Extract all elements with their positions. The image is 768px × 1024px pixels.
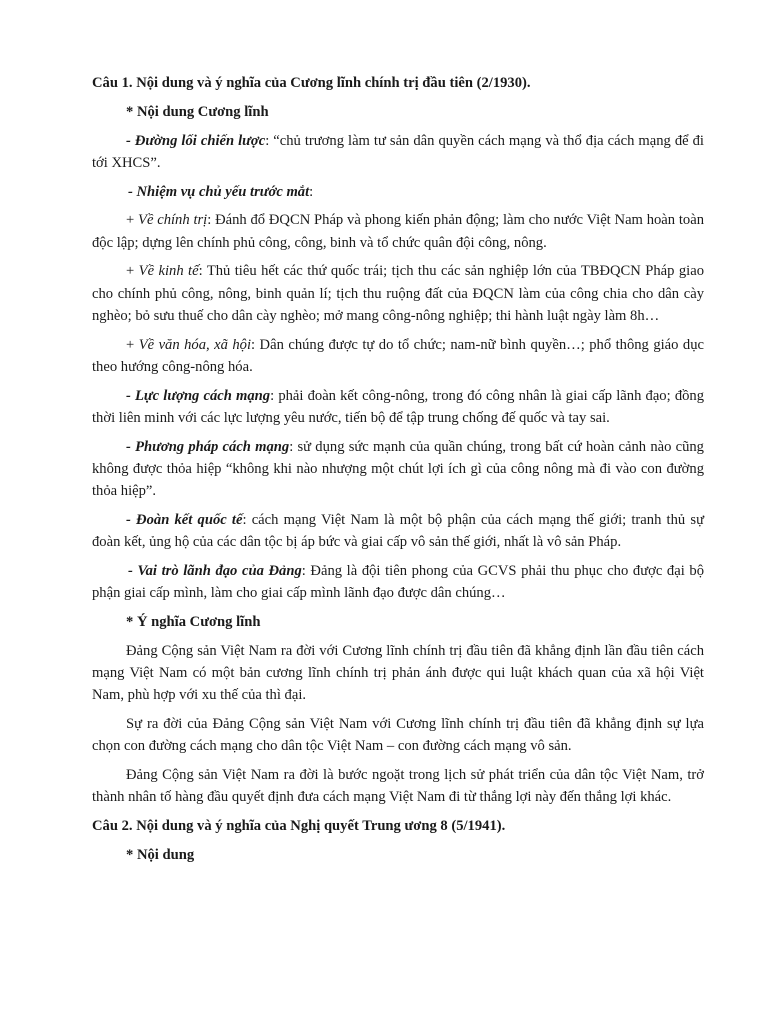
strategy-paragraph (92, 130, 704, 174)
tasks-text: : (309, 183, 314, 200)
economic-text: : Thủ tiêu hết các thứ quốc trái; tịch thu các sản nghiệp lớn của TBĐQCN Pháp giao cho chính phủ công, nông, binh quản lí; tịch thu ruộng đất của ĐQCN làm của công chia cho dân cày nghèo; bỏ sưu thuế cho dân cày nghèo; mở mang công-nông nghiệp; thi hành luật ngày làm 8h… (92, 263, 704, 324)
tasks-label: - Nhiệm vụ chủ yếu trước mắt (128, 183, 310, 200)
method-label: - Phương pháp cách mạng (126, 438, 290, 455)
meaning-paragraph: Sự ra đời của Đảng Cộng sản Việt Nam với Cương lĩnh chính trị đầu tiên đã khẳng định sự lựa chọn con đường cách mạng cho dân tộc Việt Nam – con đường cách mạng vô sản. (92, 715, 704, 754)
solidarity-label: - Đoàn kết quốc tế (126, 511, 243, 528)
forces-label: - Lực lượng cách mạng (126, 387, 271, 404)
meaning-paragraph: Đảng Cộng sản Việt Nam ra đời với Cương lĩnh chính trị đầu tiên đã khẳng định lần đầu tiên cách mạng Việt Nam có một bản cương lĩnh chính trị phản ánh được qui luật khách quan của xã hội Việt Nam, phù hợp với xu thế của thì đại. (92, 642, 704, 703)
economic-label: Về kinh tế (138, 263, 199, 280)
meaning-heading: * Ý nghĩa Cương lĩnh (126, 613, 261, 630)
political-label: Về chính trị (138, 212, 208, 229)
content-heading: * Nội dung Cương lĩnh (126, 103, 269, 120)
strategy-text: : “chủ trương làm tư sản dân quyền cách mạng và thổ địa cách mạng để đi tới XHCS”. (92, 132, 704, 171)
method-paragraph (92, 436, 704, 503)
strategy-label: - Đường lối chiến lược (126, 132, 266, 149)
culture-text: : Dân chúng được tự do tổ chức; nam-nữ bình quyền…; phổ thông giáo dục theo hướng công-nông hóa. (92, 336, 704, 375)
tasks-paragraph (92, 181, 704, 203)
leadership-text: : Đảng là đội tiên phong của GCVS phải thu phục cho được đại bộ phận giai cấp mình, làm cho giai cấp mình lãnh đạo được dân chúng… (92, 562, 704, 601)
question-2-title: Câu 2. Nội dung và ý nghĩa của Nghị quyết Trung ương 8 (5/1941). (92, 817, 506, 834)
economic-prefix: + (126, 263, 139, 280)
economic-paragraph (92, 260, 704, 327)
method-text: : sử dụng sức mạnh của quần chúng, trong bất cứ hoàn cảnh nào cũng không được thỏa hiệp “không khi nào nhượng một chút lợi ích gì của công nông mà đi vào con đường thỏa hiệp”. (92, 438, 704, 499)
question-1-title: Câu 1. Nội dung và ý nghĩa của Cương lĩnh chính trị đầu tiên (2/1930). (92, 75, 531, 91)
forces-paragraph (92, 385, 704, 429)
political-paragraph (92, 209, 704, 253)
culture-paragraph (92, 334, 704, 378)
political-prefix: + (126, 212, 139, 229)
solidarity-text: : cách mạng Việt Nam là một bộ phận của cách mạng thế giới; tranh thủ sự đoàn kết, ủng hộ của các dân tộc bị áp bức và giai cấp vô sản thế giới, nhất là vô sản Pháp. (92, 511, 704, 550)
meaning-paragraph: Đảng Cộng sản Việt Nam ra đời là bước ngoặt trong lịch sử phát triển của dân tộc Việt Nam, trở thành nhân tố hàng đầu quyết định đưa cách mạng Việt Nam đi từ thắng lợi này đến thắng lợi khác. (92, 766, 704, 805)
political-text: : Đánh đổ ĐQCN Pháp và phong kiến phản động; làm cho nước Việt Nam hoàn toàn độc lập; dựng lên chính phủ công, công, binh và tổ chức quân đội công, nông. (92, 212, 704, 251)
culture-label: Về văn hóa, xã hội (138, 336, 252, 353)
document-page (92, 72, 704, 872)
leadership-paragraph (92, 560, 704, 604)
leadership-label: - Vai trò lãnh đạo của Đảng (128, 562, 302, 579)
culture-prefix: + (126, 336, 139, 353)
solidarity-paragraph (92, 509, 704, 553)
q2-content-heading: * Nội dung (126, 846, 195, 863)
forces-text: : phải đoàn kết công-nông, trong đó công nhân là giai cấp lãnh đạo; đồng thời liên minh với các lực lượng yêu nước, tiến bộ để tập trung chống đế quốc và tay sai. (92, 387, 705, 426)
